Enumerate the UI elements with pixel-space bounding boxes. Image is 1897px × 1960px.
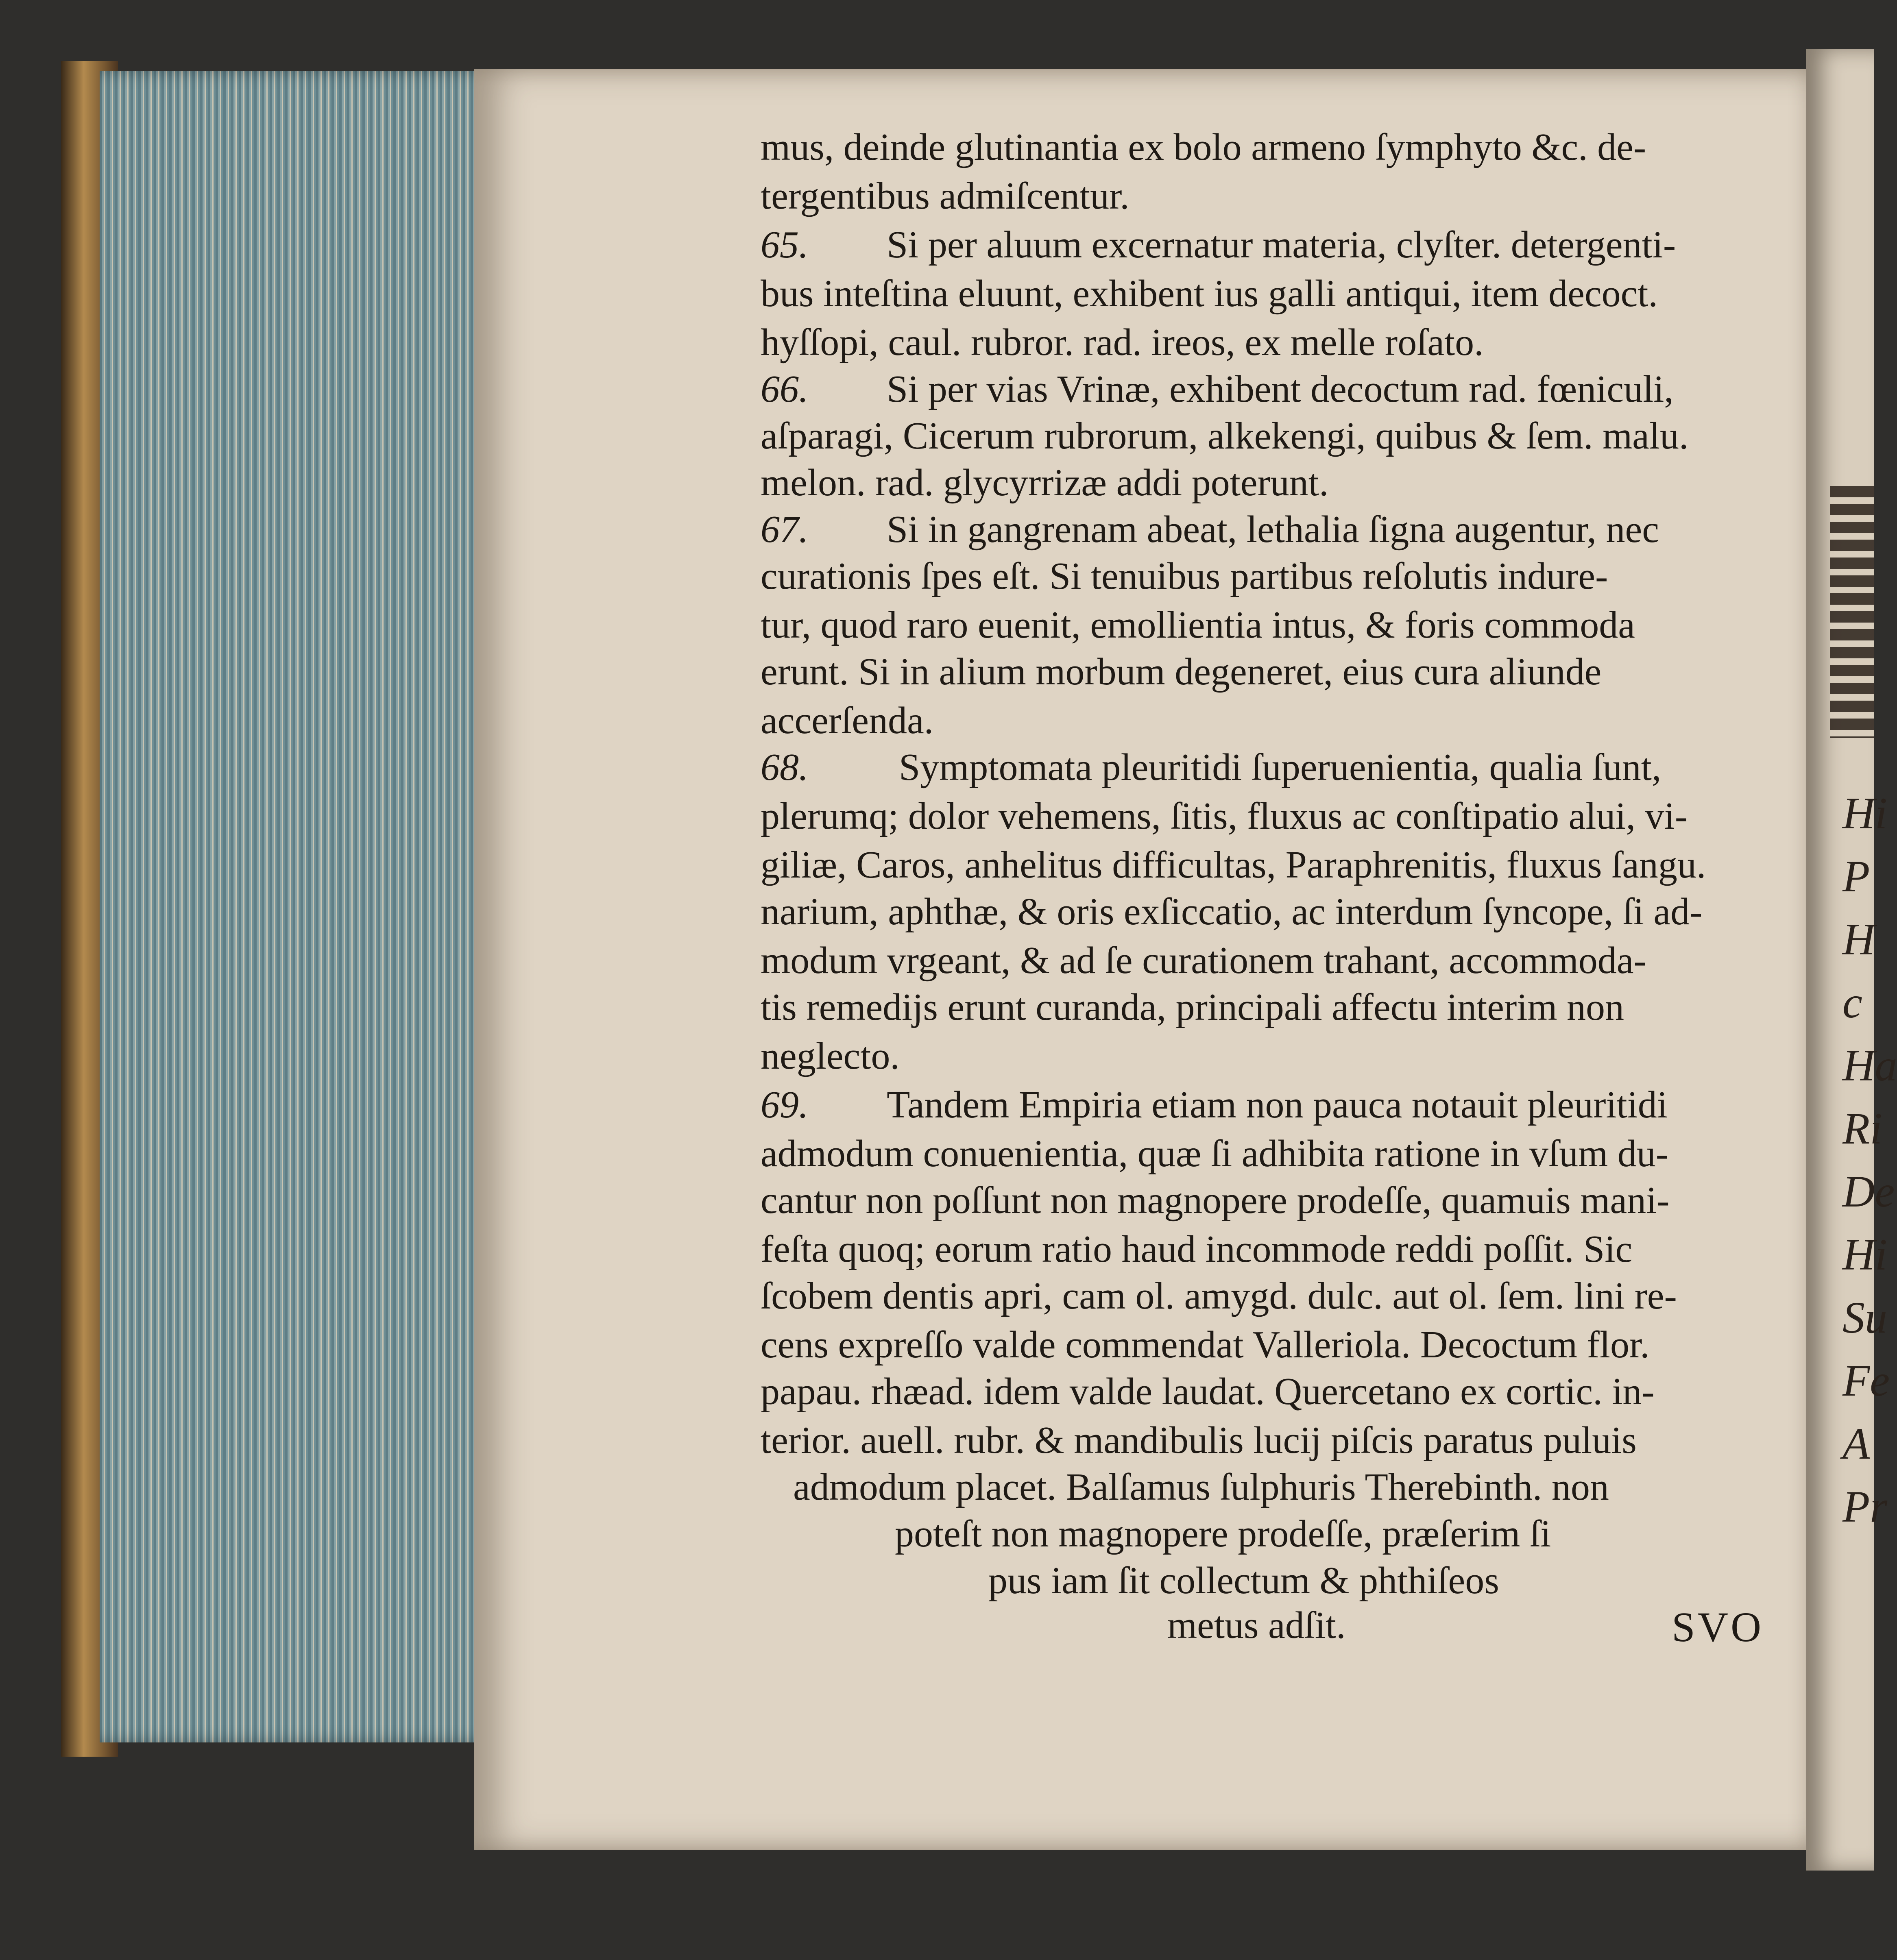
- section-number-68: 68.: [761, 746, 809, 788]
- right-page-line: Ri: [1842, 1104, 1882, 1153]
- section-number-65: 65.: [761, 224, 809, 266]
- right-page-line: c: [1842, 978, 1862, 1027]
- right-page-line: Hi: [1842, 1230, 1887, 1279]
- text-line: erunt. Si in alium morbum degeneret, eius cura aliunde: [761, 651, 1602, 693]
- section-number-66: 66.: [761, 368, 809, 410]
- catchword: SVO: [1672, 1604, 1764, 1651]
- text-line: poteſt non magnopere prodeſſe, præſerim ſi: [895, 1513, 1551, 1555]
- text-line: Si per vias Vrinæ, exhibent decoctum rad. fœniculi,: [887, 368, 1674, 410]
- text-line: cens expreſſo valde commendat Valleriola. Decoctum flor.: [761, 1324, 1650, 1366]
- text-line: cantur non poſſunt non magnopere prodeſſe, quamuis mani-: [761, 1179, 1670, 1222]
- text-line: plerumq; dolor vehemens, ſitis, fluxus ac conſtipatio alui, vi-: [761, 795, 1688, 837]
- text-line: tergentibus admiſcentur.: [761, 175, 1129, 217]
- right-page-line: Su: [1842, 1293, 1887, 1342]
- section-number-67: 67.: [761, 508, 809, 551]
- text-line: narium, aphthæ, & oris exſiccatio, ac interdum ſyncope, ſi ad-: [761, 891, 1703, 933]
- text-line: curationis ſpes eſt. Si tenuibus partibus reſolutis indure-: [761, 555, 1608, 597]
- right-page-line: De: [1842, 1167, 1895, 1216]
- text-line: bus inteſtina eluunt, exhibent ius galli antiqui, item decoct.: [761, 272, 1658, 315]
- text-line: modum vrgeant, & ad ſe curationem trahant, accommoda-: [761, 939, 1646, 982]
- text-line: admodum conuenientia, quæ ſi adhibita ratione in vſum du-: [761, 1132, 1669, 1175]
- decorative-initial-ornament: [1830, 486, 1874, 738]
- right-page-line: Hi: [1842, 788, 1887, 838]
- text-line: giliæ, Caros, anhelitus difficultas, Paraphrenitis, fluxus ſangu.: [761, 844, 1706, 886]
- right-page-line: P: [1842, 852, 1870, 901]
- text-line: metus adſit.: [1167, 1604, 1346, 1646]
- text-line: pus iam ſit collectum & phthiſeos: [988, 1559, 1499, 1602]
- text-line: ſcobem dentis apri, cam ol. amygd. dulc. aut ol. ſem. lini re-: [761, 1275, 1677, 1317]
- right-page-line: Fe: [1842, 1356, 1890, 1405]
- text-line: tur, quod raro euenit, emollientia intus, & foris commoda: [761, 604, 1635, 646]
- page-block-edge: [100, 71, 502, 1742]
- right-page-line: A: [1842, 1419, 1870, 1468]
- text-line: Symptomata pleuritidi ſuperuenientia, qualia ſunt,: [899, 746, 1662, 788]
- text-line: Si per aluum excernatur materia, clyſter. detergenti-: [887, 224, 1676, 266]
- text-line: terior. auell. rubr. & mandibulis lucij piſcis paratus puluis: [761, 1419, 1637, 1461]
- section-number-69: 69.: [761, 1084, 809, 1126]
- text-line: admodum placet. Balſamus ſulphuris Therebinth. non: [793, 1466, 1609, 1508]
- text-line: neglecto.: [761, 1035, 900, 1077]
- text-line: accerſenda.: [761, 699, 934, 742]
- text-line: Tandem Empiria etiam non pauca notauit pleuritidi: [887, 1084, 1668, 1126]
- text-line: Si in gangrenam abeat, lethalia ſigna augentur, nec: [887, 508, 1659, 551]
- right-page-line: Pr: [1842, 1482, 1887, 1531]
- text-line: feſta quoq; eorum ratio haud incommode reddi poſſit. Sic: [761, 1228, 1633, 1270]
- text-line: hyſſopi, caul. rubror. rad. ireos, ex melle roſato.: [761, 321, 1484, 364]
- text-line: aſparagi, Cicerum rubrorum, alkekengi, quibus & ſem. malu.: [761, 415, 1689, 457]
- text-line: melon. rad. glycyrrizæ addi poterunt.: [761, 462, 1329, 504]
- text-line: tis remedijs erunt curanda, principali affectu interim non: [761, 986, 1624, 1028]
- text-line: mus, deinde glutinantia ex bolo armeno ſymphyto &c. de-: [761, 126, 1646, 168]
- text-line: papau. rhæad. idem valde laudat. Quercetano ex cortic. in-: [761, 1370, 1655, 1413]
- right-page-line: H: [1842, 915, 1875, 964]
- right-page-line: Ha: [1842, 1041, 1897, 1090]
